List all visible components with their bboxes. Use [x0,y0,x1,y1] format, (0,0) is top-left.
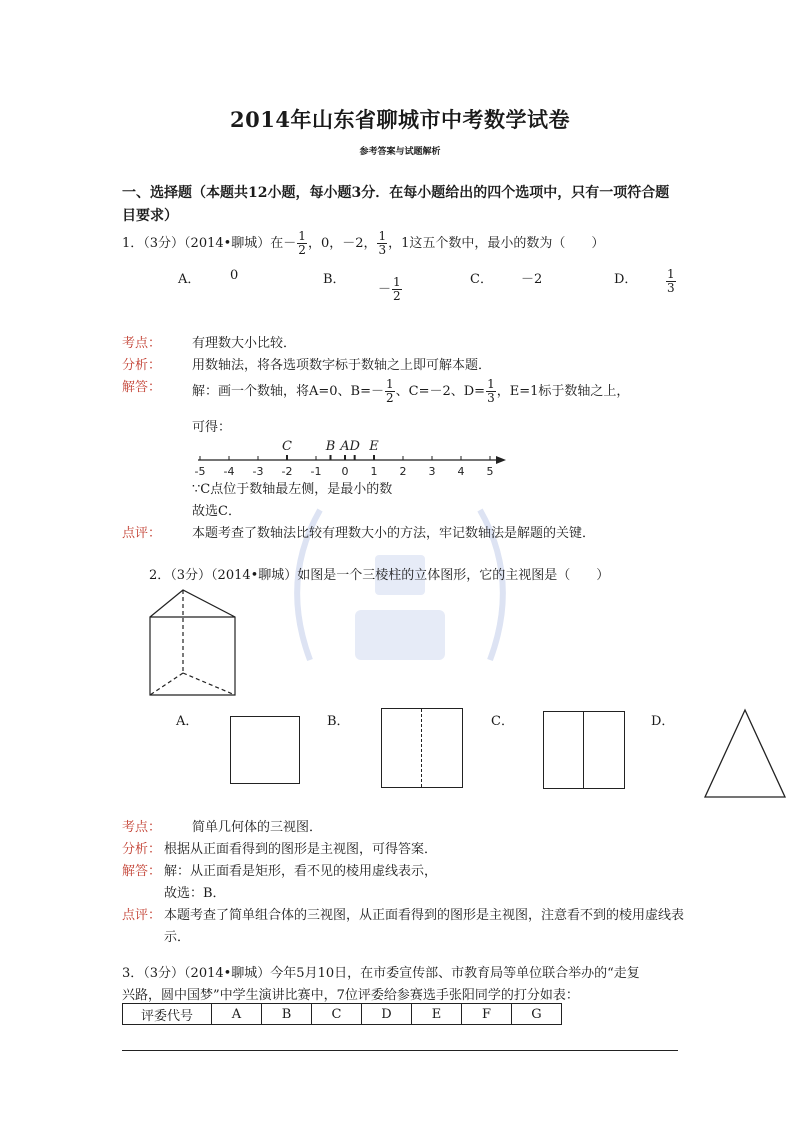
q2-dianping-line2: 示． [164,930,191,945]
q2-fenxi-label: 分析： [122,842,162,857]
q2-dianping-line1: 本题考查了简单组合体的三视图，从正面看得到的图形是主视图，注意看不到的棱用虚线表 [164,908,685,923]
q1-dianping: 本题考查了数轴法比较有理数大小的方法，牢记数轴法是解题的关键． [192,526,596,541]
q3-stem-line2: 兴路，圆中国梦”中学生演讲比赛中，7位评委给参赛选手张阳同学的打分如表： [122,988,579,1003]
q1-conclusion: ∵C点位于数轴最左侧，是最小的数 [192,482,393,497]
point-mark-E [373,455,375,460]
watermark-logo [270,460,530,710]
axis-tick-label: 5 [486,465,494,478]
q1-option-d-label: D． [614,272,638,287]
q1-fenxi-label: 分析： [122,358,162,373]
point-label-A: A [340,439,350,454]
q1-option-c-label: C． [470,272,493,287]
triangular-prism-figure [145,585,245,705]
q2-jieda-label: 解答： [122,864,162,879]
table-cell: B [262,1004,312,1025]
point-mark-C [286,455,288,460]
axis-tick-label: 0 [341,465,349,478]
axis-tick-label: 4 [457,465,465,478]
q2-option-b: B． [327,714,350,729]
q2-stem: 2．（3分）（2014•聊城）如图是一个三棱柱的立体图形，它的主视图是（ ） [149,568,610,583]
q2-option-b-rect-dashed [381,708,463,788]
point-label-C: C [282,439,292,454]
q1-dianping-label: 点评： [122,526,162,541]
number-line [190,430,520,480]
section-heading: 一、选择题（本题共12小题，每小题3分．在每小题给出的四个选项中，只有一项符合题目要求） [122,185,670,224]
q1-option-a-value: 0 [230,268,239,283]
axis-tick-label: -3 [252,465,264,478]
table-cell: D [362,1004,412,1025]
q1-stem-c: ，1这五个数中，最小的数为（ ） [388,236,605,251]
axis-tick-label: -5 [194,465,206,478]
footer-rule [122,1050,678,1051]
q1-option-d-value: $\frac{1}{3}$ [667,267,675,295]
q1-kaodian-label: 考点： [122,336,162,351]
axis-tick-label: -2 [281,465,293,478]
q1-option-b-value: － $\frac{1}{2}$ [378,275,401,303]
q2-choice: 故选：B． [164,886,226,901]
q2-kaodian-label: 考点： [122,820,162,835]
judges-table [122,1003,562,1025]
table-cell: E [412,1004,462,1025]
axis-tick-label: -1 [310,465,322,478]
q1-choice: 故选C． [192,504,241,519]
point-label-D: D [349,439,360,454]
q1-kaodian: 有理数大小比较． [192,336,297,351]
table-cell: F [462,1004,512,1025]
axis-tick-label: 2 [399,465,407,478]
q1-kede: 可得： [192,420,232,435]
q3-stem-line1: 3．（3分）（2014•聊城）今年5月10日，在市委宣传部、市教育局等单位联合举办的“走复 [122,966,640,981]
axis-tick-label: -4 [223,465,235,478]
fraction-half: $\frac{1}{2}$ [298,229,306,257]
q2-option-a: A． [176,714,199,729]
point-mark-B [330,455,332,460]
page-title: 2014年山东省聊城市中考数学试卷 [230,107,570,132]
table-cell: 评委代号 [123,1004,212,1025]
q1-option-c-value: －2 [521,272,543,287]
q1-stem-a: 1．（3分）（2014•聊城）在－ [122,236,297,251]
q2-option-a-square [230,716,300,784]
point-mark-A [344,455,346,460]
table-cell: A [212,1004,262,1025]
q2-option-c: C． [491,714,514,729]
point-label-B: B [325,439,336,454]
fraction-third: $\frac{1}{3}$ [378,229,387,257]
table-cell: G [512,1004,562,1025]
q1-stem-b: ，0，－2， [307,236,377,251]
q2-jieda: 解：从正面看是矩形，看不见的棱用虚线表示， [164,864,438,879]
q1-jieda: 解：画一个数轴，将A=0、B=－ $\frac{1}{2}$ 、C=－2、D= $\frac{1}{3}$ ，E=1标于数轴之上， [192,377,630,405]
q1-option-b-label: B． [323,272,346,287]
table-cell: C [312,1004,362,1025]
q2-option-d: D． [651,714,675,729]
axis-tick-label: 3 [428,465,436,478]
q2-option-d-triangle [700,705,790,800]
q1-stem [122,230,604,257]
q1-jieda-label: 解答： [122,380,162,395]
q1-option-a-label: A． [178,272,201,287]
page-subtitle: 参考答案与试题解析 [359,147,441,157]
q2-dianping-label: 点评： [122,908,162,923]
q2-fenxi: 根据从正面看得到的图形是主视图，可得答案． [164,842,438,857]
q2-option-c-rect-solid [543,711,625,789]
point-mark-D [354,455,356,460]
q2-kaodian: 简单几何体的三视图． [192,820,323,835]
q1-fenxi: 用数轴法，将各选项数字标于数轴之上即可解本题． [192,358,492,373]
table-row [123,1004,562,1025]
axis-tick-label: 1 [370,465,378,478]
point-label-E: E [369,439,379,454]
